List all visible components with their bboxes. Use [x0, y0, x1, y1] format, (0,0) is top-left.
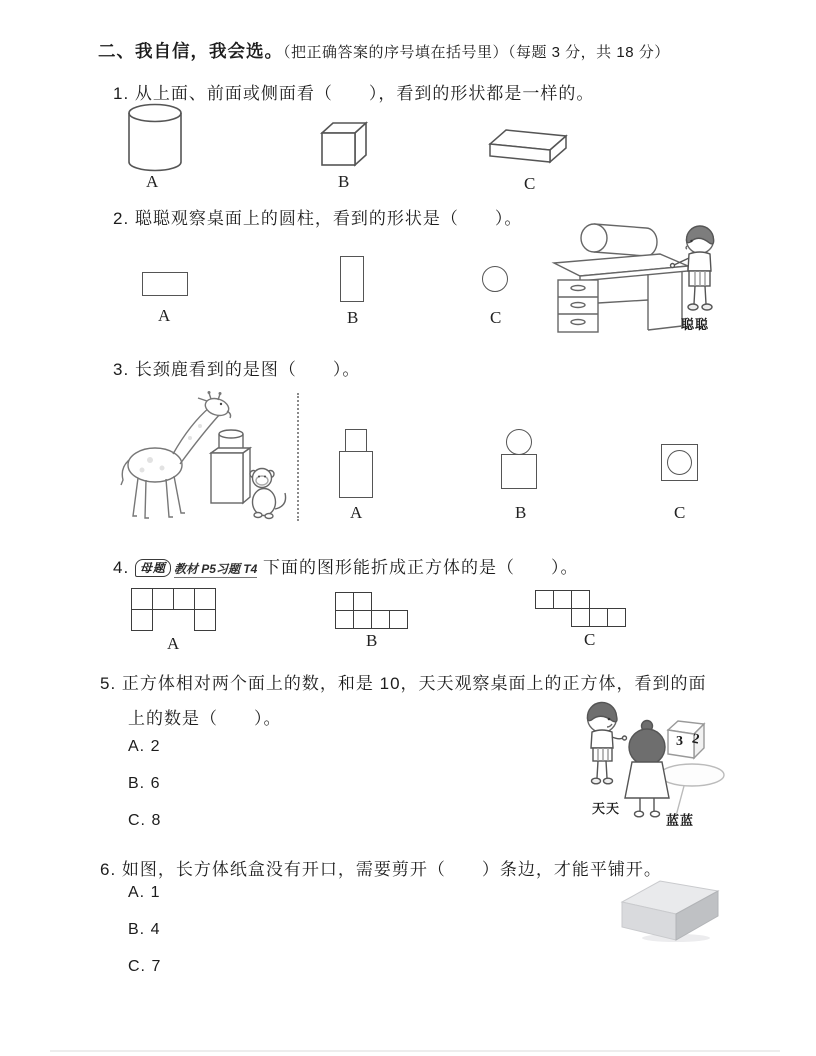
q5-text-line1: 5. 正方体相对两个面上的数，和是 10，天天观察桌面上的正方体，看到的面 [100, 674, 707, 693]
q5-option-c: C. 8 [128, 812, 162, 829]
q3-box-monkey-illustration [205, 425, 295, 525]
q1-label-b: B [338, 172, 350, 191]
q5-girl-label: 蓝蓝 [666, 813, 695, 828]
q3-label-c: C [674, 503, 686, 522]
q3-text: 3. 长颈鹿看到的是图（ ）。 [113, 360, 361, 379]
q3-option-c-inner-circle [667, 450, 692, 475]
q2-label-a: A [158, 306, 171, 325]
q2-option-c-circle [482, 266, 508, 292]
q4-text: 下面的图形能折成正方体的是（ ）。 [263, 558, 579, 577]
q5-option-b: B. 6 [128, 775, 161, 792]
q3-option-a-rectangle [339, 451, 373, 498]
q2-text: 2. 聪聪观察桌面上的圆柱，看到的形状是（ ）。 [113, 209, 523, 228]
q3-label-b: B [515, 503, 527, 522]
q6-option-b: B. 4 [128, 921, 161, 938]
q3-label-a: A [350, 503, 363, 522]
q5-cube-side-number: 2 [690, 731, 701, 748]
q2-option-b-rectangle [340, 256, 364, 302]
q6-text: 6. 如图，长方体纸盒没有开口，需要剪开（ ）条边，才能平铺开。 [100, 860, 662, 879]
q1-cylinder-figure [126, 102, 184, 174]
q3-divider-dotted-line [297, 393, 299, 521]
q4-source-note: 教材 P5习题 T4 [173, 562, 258, 576]
q4-label-c: C [584, 630, 596, 649]
q4-source-badge: 母题 [135, 559, 171, 577]
q6-option-a: A. 1 [128, 884, 161, 901]
q5-cube-front-number: 3 [676, 734, 683, 749]
q5-boy-label: 天天 [592, 801, 621, 816]
q3-option-a-top-square [345, 429, 367, 451]
q3-option-b-square [501, 454, 537, 489]
section-title-note: （把正确答案的序号填在括号里）（每题 3 分，共 18 分） [283, 44, 670, 61]
section-title-bold: 二、我自信，我会选。 [98, 41, 283, 61]
q1-label-a: A [146, 172, 159, 191]
q4-label-b: B [366, 631, 378, 650]
q5-option-a: A. 2 [128, 738, 161, 755]
q1-slab-figure [488, 128, 568, 168]
q1-cube-figure [320, 120, 370, 168]
q4-text-row [113, 553, 579, 578]
q6-gray-box-photo [616, 876, 724, 944]
q6-option-c: C. 7 [128, 958, 162, 975]
section-title [98, 38, 670, 63]
q5-text-line2: 上的数是（ ）。 [128, 709, 282, 728]
q4-number: 4. [113, 558, 130, 577]
q4-label-a: A [167, 634, 180, 653]
q1-label-c: C [524, 174, 536, 193]
q2-character-label: 聪聪 [681, 317, 710, 332]
q2-option-a-rectangle [142, 272, 188, 296]
q2-label-b: B [347, 308, 359, 327]
q2-label-c: C [490, 308, 502, 327]
q1-text: 1. 从上面、前面或侧面看（ ），看到的形状都是一样的。 [113, 84, 595, 103]
q3-option-b-circle [506, 429, 532, 455]
page-bottom-edge [50, 1050, 780, 1052]
